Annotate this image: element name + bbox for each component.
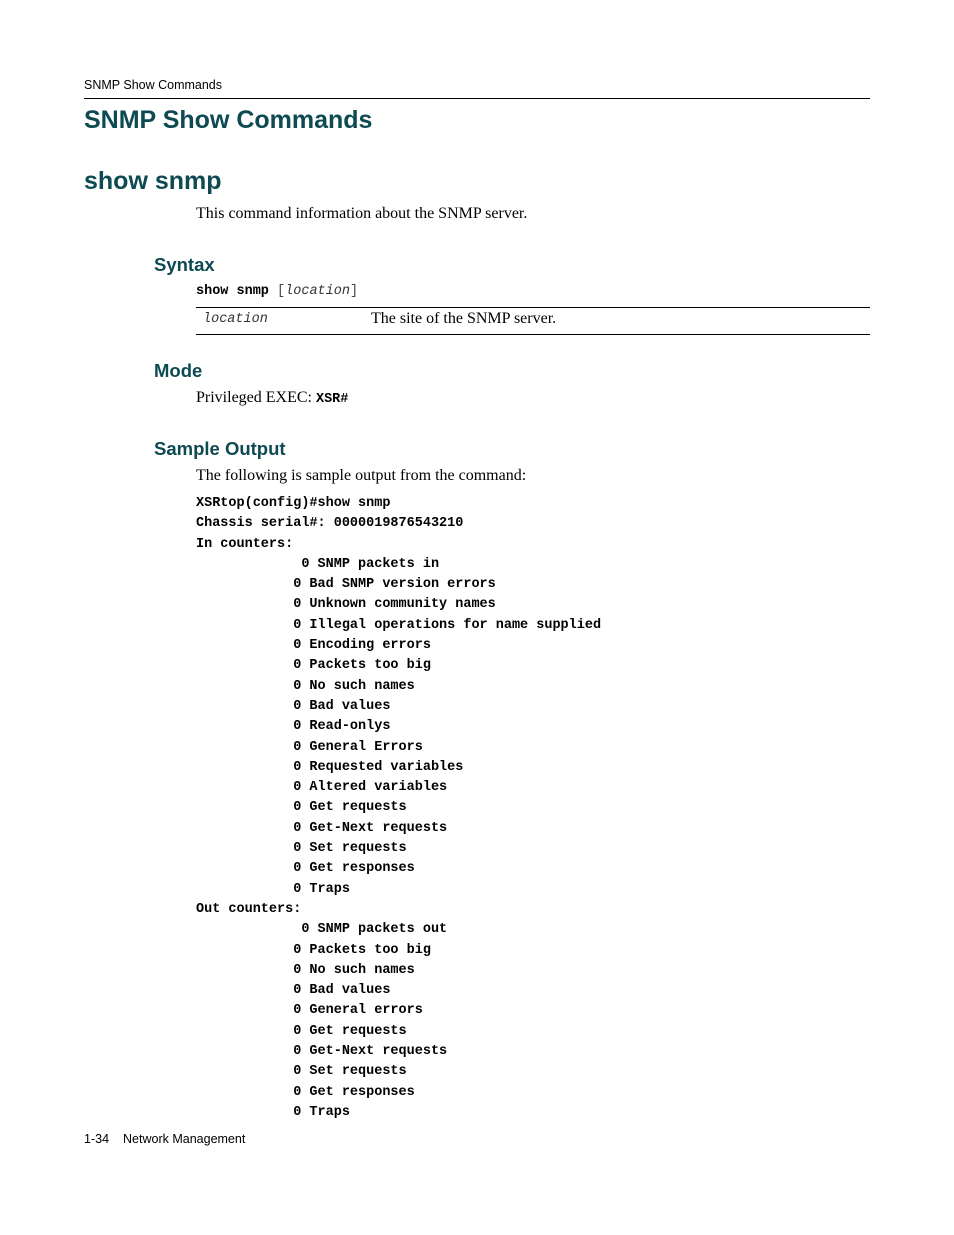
page-footer (84, 1132, 245, 1146)
command-description: This command information about the SNMP server. (196, 205, 528, 222)
code-line: 0 Bad SNMP version errors (196, 577, 496, 593)
code-line: 0 Get-Next requests (196, 820, 448, 836)
page-number: 1-34 (84, 1132, 110, 1146)
code-line: 0 Get-Next requests (196, 1044, 448, 1060)
code-line: 0 Requested variables (196, 759, 464, 775)
code-line: 0 Bad values (196, 983, 391, 999)
code-line: 0 Get requests (196, 800, 407, 816)
code-line: Chassis serial#: 0000019876543210 (196, 516, 464, 532)
code-line: 0 Set requests (196, 1064, 407, 1080)
code-line: 0 Traps (196, 1104, 350, 1120)
code-line: 0 General errors (196, 1003, 423, 1019)
section-title: SNMP Show Commands (84, 106, 373, 134)
sample-output-code (196, 494, 601, 1123)
code-line: 0 Packets too big (196, 658, 431, 674)
syntax-bracket-close: ] (349, 284, 359, 299)
code-line: 0 Encoding errors (196, 638, 431, 654)
code-line: 0 Get responses (196, 1084, 415, 1100)
param-name: location (203, 312, 268, 327)
code-line: 0 Get responses (196, 861, 415, 877)
code-line: 0 Read-onlys (196, 719, 391, 735)
mode-label: Privileged EXEC: (196, 389, 316, 406)
chapter-title: Network Management (123, 1132, 246, 1146)
code-line: 0 Traps (196, 881, 350, 897)
code-line: In counters: (196, 536, 294, 552)
header-rule (84, 98, 870, 99)
code-line: 0 Set requests (196, 841, 407, 857)
code-line: 0 SNMP packets out (196, 922, 448, 938)
syntax-bracket-open: [ (277, 284, 286, 299)
mode-line (196, 388, 348, 410)
mode-heading: Mode (154, 360, 203, 381)
code-line: 0 Get requests (196, 1023, 407, 1039)
sample-output-heading: Sample Output (154, 438, 286, 459)
param-description: The site of the SNMP server. (371, 310, 557, 327)
syntax-heading: Syntax (154, 254, 215, 275)
command-title: show snmp (84, 167, 222, 195)
mode-prompt: XSR# (315, 392, 349, 407)
code-line: 0 Illegal operations for name supplied (196, 617, 602, 633)
parameter-table (196, 307, 870, 335)
sample-intro: The following is sample output from the command: (196, 467, 527, 484)
code-line: 0 Altered variables (196, 780, 448, 796)
code-line: Out counters: (196, 901, 302, 917)
code-line: 0 Unknown community names (196, 597, 496, 613)
syntax-arg: location (285, 284, 350, 299)
code-line: XSRtop(config)#show snmp (196, 496, 391, 511)
code-line: 0 Packets too big (196, 942, 431, 958)
code-line: 0 Bad values (196, 698, 391, 714)
code-line: 0 No such names (196, 678, 415, 694)
code-line: 0 No such names (196, 962, 415, 978)
running-head: SNMP Show Commands (84, 78, 223, 92)
code-line: 0 SNMP packets in (196, 556, 440, 572)
syntax-command: show snmp (196, 284, 269, 299)
syntax-line (196, 283, 358, 301)
code-line: 0 General Errors (196, 739, 423, 755)
